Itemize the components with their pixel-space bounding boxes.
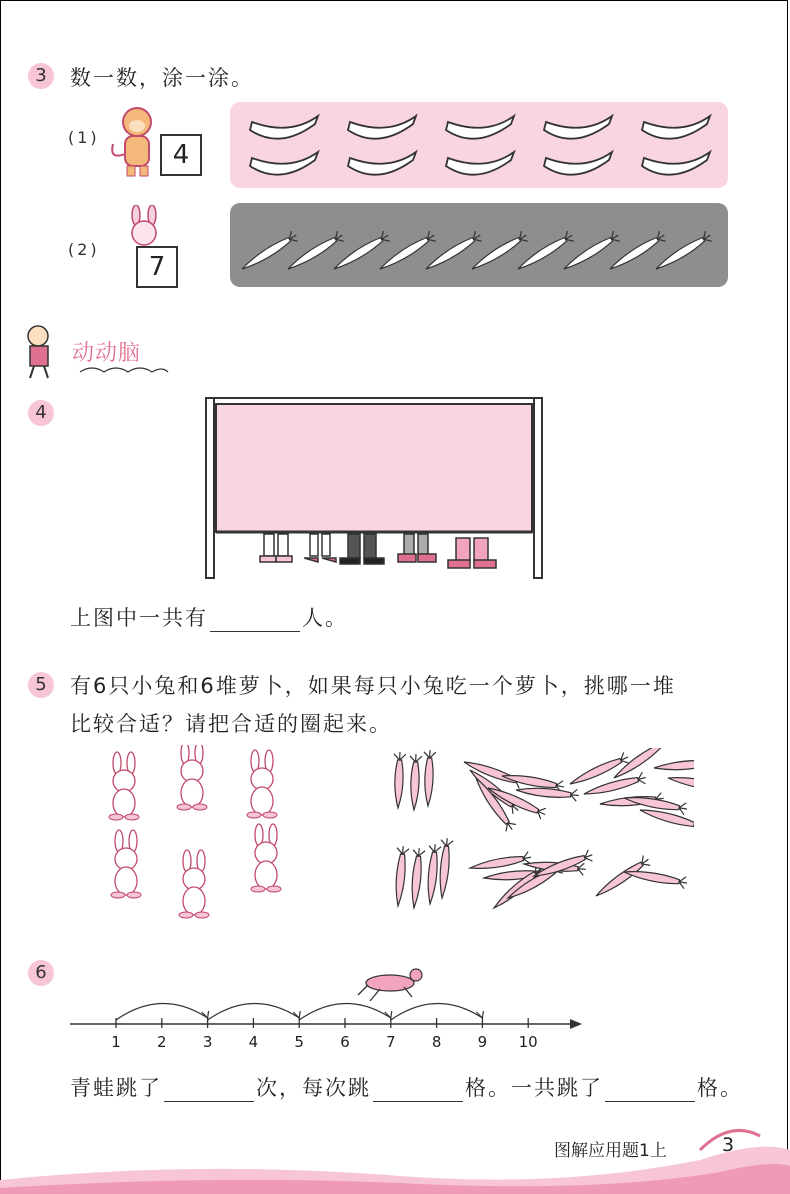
q3-title: 数一数，涂一涂。 bbox=[70, 66, 254, 90]
jump-arc bbox=[208, 1003, 300, 1020]
count-box-2[interactable]: 7 bbox=[136, 246, 178, 288]
footer-title: 图解应用题1上 bbox=[554, 1141, 667, 1161]
frog-icon bbox=[358, 969, 422, 1001]
question-number-5: 5 bbox=[28, 672, 54, 698]
tick-label: 8 bbox=[431, 1033, 442, 1051]
number-line bbox=[60, 955, 600, 1055]
rabbit-icon bbox=[179, 850, 209, 918]
rabbit-icon bbox=[177, 745, 207, 810]
carrot-icon bbox=[408, 848, 425, 909]
carrots-group bbox=[230, 203, 728, 287]
rabbit-icon bbox=[109, 752, 139, 820]
carrot-icon bbox=[408, 754, 422, 810]
footer-wave bbox=[0, 1120, 790, 1194]
tick-label: 6 bbox=[340, 1033, 350, 1051]
count-box-1[interactable]: 4 bbox=[160, 134, 202, 176]
q4-answer-blank[interactable] bbox=[210, 611, 300, 632]
jump-arc bbox=[299, 1003, 391, 1020]
q6-text-3: 格。一共跳了 bbox=[465, 1076, 603, 1100]
brain-header-title: 动动脑 bbox=[72, 341, 142, 366]
q5-line1: 有6只小兔和6堆萝卜，如果每只小兔吃一个萝卜，挑哪一堆 bbox=[70, 674, 676, 698]
jump-arc bbox=[391, 1003, 483, 1020]
q6-blank-3[interactable] bbox=[605, 1081, 695, 1102]
q4-text-after: 人。 bbox=[302, 606, 348, 630]
rabbit-icon bbox=[251, 824, 281, 892]
q6-blank-2[interactable] bbox=[373, 1081, 463, 1102]
tick-label: 3 bbox=[202, 1033, 213, 1051]
banana-panel bbox=[230, 102, 728, 188]
carrot-icon bbox=[392, 846, 409, 907]
rabbit-icon bbox=[118, 205, 172, 247]
carrot-icon bbox=[392, 752, 406, 808]
rabbits-group bbox=[96, 745, 306, 920]
rabbit-icon bbox=[247, 750, 277, 818]
carrot-icon bbox=[653, 756, 694, 774]
jump-arc bbox=[116, 1003, 208, 1020]
carrot-panel bbox=[230, 203, 728, 287]
tick-label: 2 bbox=[157, 1033, 167, 1051]
board-illustration bbox=[204, 396, 544, 580]
carrot-icon bbox=[424, 844, 441, 905]
carrot-piles bbox=[384, 748, 694, 918]
q4-question bbox=[70, 602, 348, 632]
q5-line2: 比较合适？请把合适的圈起来。 bbox=[70, 712, 392, 736]
q6-text-2: 次，每次跳 bbox=[256, 1076, 371, 1100]
q6-blank-1[interactable] bbox=[164, 1081, 254, 1102]
tick-label: 10 bbox=[518, 1033, 538, 1051]
tick-label: 1 bbox=[111, 1033, 121, 1051]
q6-question bbox=[70, 1072, 743, 1102]
question-number-3: 3 bbox=[28, 63, 54, 89]
tick-label: 5 bbox=[294, 1033, 304, 1051]
q6-text-4: 格。 bbox=[697, 1076, 743, 1100]
q3-part1-label: (1) bbox=[68, 128, 100, 147]
monkey-icon bbox=[105, 104, 165, 180]
carrot-icon bbox=[422, 750, 436, 806]
q3-part2-label: (2) bbox=[68, 240, 100, 259]
tick-label: 4 bbox=[248, 1033, 259, 1051]
q4-text-before: 上图中一共有 bbox=[70, 606, 208, 630]
question-number-4: 4 bbox=[28, 400, 54, 426]
tick-label: 7 bbox=[386, 1033, 396, 1051]
carrot-icon bbox=[436, 838, 453, 899]
bananas-group bbox=[230, 102, 728, 188]
q6-text-1: 青蛙跳了 bbox=[70, 1076, 162, 1100]
carrot-icon bbox=[667, 772, 694, 795]
page-number: 3 bbox=[722, 1134, 735, 1156]
rabbit-icon bbox=[111, 830, 141, 898]
question-number-6: 6 bbox=[28, 960, 54, 986]
tick-label: 9 bbox=[477, 1033, 488, 1051]
